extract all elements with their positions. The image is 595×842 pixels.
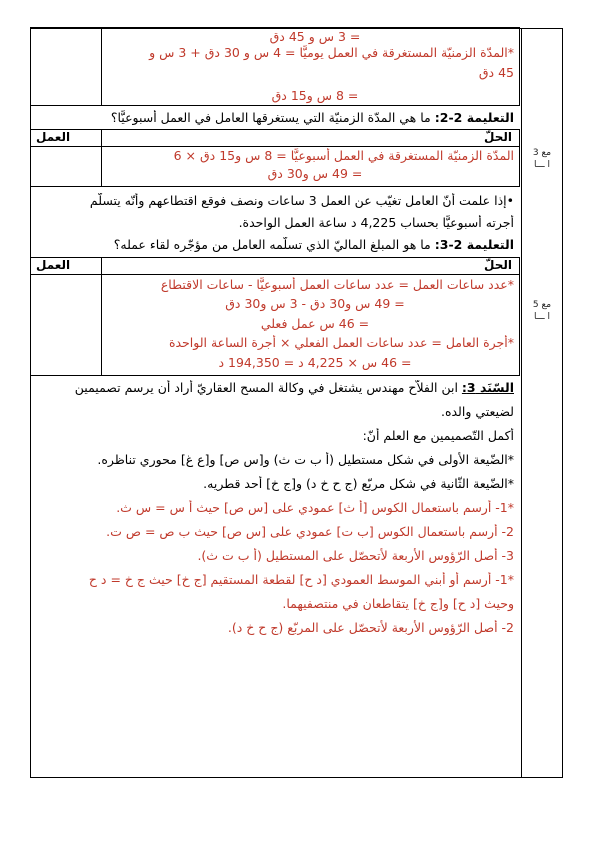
instruction-2-3-label: التعليمة 2-3:	[434, 237, 514, 252]
main-content	[30, 28, 520, 778]
support-3-line-8: 3- أصل الرّؤوس الأربعة لأتحصّل على المستطيل (أ ب ت ث).	[197, 548, 514, 563]
support-3-label: السّنَد 3:	[461, 380, 514, 395]
margin-note-1: مع 3 ا ـــا	[532, 148, 552, 170]
margin-note-2: مع 5 ا ـــا	[532, 300, 552, 322]
support-3-line-9: *1- أرسم أو أبني الموسط العمودي [د ح] لقطعة المستقيم [ج خ] حيث ج خ = د ح	[88, 572, 514, 587]
table-3-work-header: العمل	[36, 258, 71, 272]
table-2-line-1: المدّة الزمنيّة المستغرقة في العمل أسبوعيًّا = 8 س و15 دق × 6	[173, 148, 514, 163]
table-3-solution-header: الحلّ	[484, 258, 512, 272]
support-3-text-1: ابن الفلاّح مهندس يشتغل في وكالة المسح العقاريّ أراد أن يرسم تصميمين	[74, 380, 462, 395]
instruction-2-3	[34, 237, 514, 253]
instruction-2-2-text: ما هي المدّة الزمنيّة التي يستغرقها العامل في العمل أسبوعيًّا؟	[110, 110, 435, 125]
support-3-line-2: لضيعتي والده.	[440, 404, 514, 419]
top-row-2a: *المدّة الزمنيّة المستغرقة في العمل يوميًّا = 4 س و 30 دق + 3 س و	[149, 45, 514, 60]
paragraph-line-1: •إذا علمت أنّ العامل تغيّب عن العمل 3 ساعات ونصف فوقع اقتطاعهم وأنّه يتسلّم	[89, 193, 514, 208]
table-3-line-2: = 49 س و30 دق - 3 س و30 دق	[225, 296, 405, 311]
table-2-work-header: العمل	[36, 130, 71, 144]
instruction-2-3-text: ما هو المبلغ الماليّ الذي تسلّمه العامل من مؤجّره لقاء عمله؟	[113, 237, 435, 252]
support-3-line-6: *1- أرسم باستعمال الكوس [أ ث] عمودي على [س ص] حيث أ س = س ث.	[116, 500, 514, 515]
support-3-line-10: وحيث [د ح] و[ج خ] يتقاطعان في منتصفيهما.	[282, 596, 514, 611]
table-2-line-2: = 49 س و30 دق	[267, 166, 363, 181]
instruction-2-2-label: التعليمة 2-2:	[434, 110, 514, 125]
instruction-2-2	[34, 110, 514, 126]
table-3-line-3: = 46 س عمل فعلي	[260, 316, 370, 331]
top-row-2b: 45 دق	[478, 65, 514, 80]
support-3-line-4: *الضّيعة الأولى في شكل مستطيل (أ ب ت ث) و[س ص] و[ع غ] محوري تناظره.	[97, 452, 514, 467]
top-row-1: = 3 س و 45 دق	[269, 29, 361, 44]
margin-divider	[521, 29, 522, 777]
table-3-line-5: = 46 س × 4,225 د = 194,350 د	[218, 355, 412, 370]
top-row-3: = 8 س و15 دق	[271, 88, 359, 103]
table-2-solution-header: الحلّ	[484, 130, 512, 144]
support-3-line-7: 2- أرسم باستعمال الكوس [ب ت] عمودي على [س ص] حيث ب ص = ص ت.	[106, 524, 514, 539]
support-3-line-3: أكمل التّصميمين مع العلم أنّ:	[362, 428, 514, 443]
table-3-line-4: *أجرة العامل = عدد ساعات العمل الفعلي × أجرة الساعة الواحدة	[168, 335, 514, 350]
table-3-line-1: *عدد ساعات العمل = عدد ساعات العمل أسبوعيًّا - ساعات الاقتطاع	[160, 277, 514, 292]
support-3-line-1	[34, 380, 514, 396]
paragraph-line-2: أجرته أسبوعيًّا بحساب 4,225 د ساعة العمل الواحدة.	[238, 215, 514, 230]
support-3-line-11: 2- أصل الرّؤوس الأربعة لأتحصّل على المربّع (ج ح خ د).	[227, 620, 514, 635]
support-3-line-5: *الضّيعة الثّانية في شكل مربّع (ج ح خ د) و[ج خ] أحد قطريه.	[203, 476, 514, 491]
